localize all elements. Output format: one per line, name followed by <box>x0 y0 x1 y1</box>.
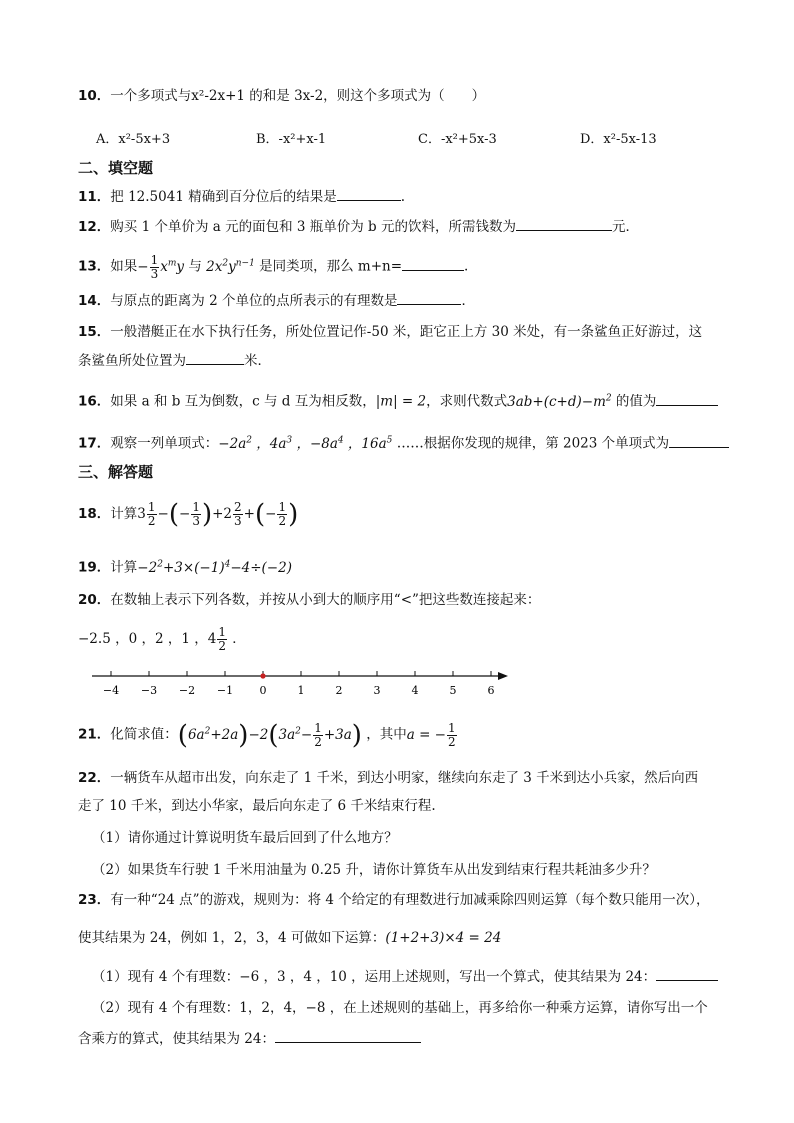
math-expression: $-2^2+3\times(-1)^4-4\div(-2)$ <box>137 559 292 576</box>
tick-label: 2 <box>335 684 343 697</box>
part-1-text: （1）现有 4 个有理数：−6 ，3 ，4 ，10 ，运用上述规则，写出一个算式，使其结果为 24： <box>92 969 657 985</box>
answer-blank[interactable] <box>397 290 461 305</box>
answer-blank[interactable] <box>656 966 718 981</box>
question-22-line-2: 走了 10 千米，到达小华家，最后向东走了 6 千米结束行程. <box>78 798 436 814</box>
answer-blank[interactable] <box>402 256 464 271</box>
question-text: 把 12.5041 精确到百分位后的结果是 <box>110 189 337 205</box>
question-23-part-1 <box>92 966 718 987</box>
question-text: 与原点的距离为 2 个单位的点所表示的有理数是 <box>110 293 398 309</box>
question-text: 一个多项式与x²-2x+1 的和是 3x-2，则这个多项式为（ ） <box>110 88 486 104</box>
answer-blank[interactable] <box>656 391 718 406</box>
math-expression: $(6a^2+2a)-2(3a^2-$ $\frac{1}{2}$ +3a) <box>177 720 362 750</box>
question-number: 14． <box>78 293 111 309</box>
part-2-text: 含乘方的算式，使其结果为 24： <box>78 1031 275 1047</box>
question-number: 10． <box>78 88 111 104</box>
question-text-2: ，求则代数式 <box>426 393 508 410</box>
axis-ticks <box>103 671 495 697</box>
question-number: 15． <box>78 324 111 340</box>
tick-label: 5 <box>449 684 457 697</box>
option-c: C．-x²+5x-3 <box>418 132 497 147</box>
question-number: 23． <box>78 892 111 908</box>
question-20 <box>78 590 540 610</box>
tick-label: 0 <box>259 684 267 697</box>
question-15 <box>78 322 702 342</box>
question-number: 19． <box>78 559 111 576</box>
axis-arrow <box>498 672 508 680</box>
question-number: 18． <box>78 506 111 522</box>
question-text: 一般潜艇正在水下执行任务，所处位置记作-50 米，距它正上方 30 米处，有一条鲨鱼正好游过，这 <box>110 324 703 340</box>
option-a: A．x²-5x+3 <box>96 132 171 147</box>
question-10 <box>78 86 485 106</box>
question-text: 购买 1 个单价为 a 元的面包和 3 瓶单价为 b 元的饮料，所需钱数为 <box>110 219 516 235</box>
question-text-2: ……根据你发现的规律，第 2023 个单项式为 <box>396 435 670 452</box>
question-number: 20． <box>78 592 111 608</box>
question-text-end: 元． <box>612 219 639 235</box>
question-text-2: ，其中 <box>366 726 407 743</box>
section-fill-blank: 二、填空题 <box>78 159 154 177</box>
question-number: 17． <box>78 435 111 452</box>
number-line <box>88 664 518 700</box>
question-16 <box>78 388 718 412</box>
question-text: 计算 <box>110 559 138 576</box>
question-text-2: 使其结果为 24，例如 1，2，3，4 可做如下运算： <box>78 930 386 946</box>
question-number: 21． <box>78 726 111 743</box>
answer-blank[interactable] <box>275 1028 421 1043</box>
question-number: 16． <box>78 393 111 410</box>
origin-dot <box>260 673 265 678</box>
question-text: 如果 <box>110 258 138 275</box>
question-22 <box>78 768 698 788</box>
question-12 <box>78 216 639 237</box>
question-21 <box>78 714 458 752</box>
fraction-half: $\frac{1}{2}$ <box>218 625 226 653</box>
math-expression: 3 $\frac{1}{2}$ −(− $\frac{1}{3}$ )+2 $\frac{2}{3}$ +(− $\frac{1}{2}$ ) <box>137 499 299 530</box>
tick-label: 3 <box>373 684 381 697</box>
question-text: 观察一列单项式： <box>110 435 219 452</box>
answer-blank[interactable] <box>186 350 244 365</box>
question-11 <box>78 186 405 207</box>
question-23-line-2 <box>78 928 501 948</box>
answer-blank[interactable] <box>337 186 401 201</box>
question-text-end: ． <box>461 293 475 309</box>
math-monomial-2: $2x^2y^{n-1}$ <box>206 258 255 275</box>
tick-label: −2 <box>178 684 196 697</box>
question-22-part-1: （1）请你通过计算说明货车最后回到了什么地方？ <box>92 830 398 846</box>
math-sequence: $-2a^2$ ，$4a^3$ ，$-8a^4$ ，$16a^5$ <box>218 435 393 452</box>
tick-label: −1 <box>216 684 234 697</box>
answer-blank[interactable] <box>669 433 729 448</box>
question-number: 11． <box>78 189 111 205</box>
tick-label: −3 <box>140 684 158 697</box>
math-abs-m: |m| = 2 <box>375 393 427 410</box>
math-condition: a = − $\frac{1}{2}$ <box>406 720 456 749</box>
question-text-3: 是同类项，那么 m+n= <box>259 258 403 275</box>
question-22-part-2: （2）如果货车行驶 1 千米用油量为 0.25 升，请你计算货车从出发到结束行程共耗油多少升？ <box>92 862 656 878</box>
question-23-part-2: （2）现有 4 个有理数：1，2，4，−8 ，在上述规则的基础上，再多给你一种乘方运算，请你写出一个 <box>92 1000 708 1016</box>
section-answer: 三、解答题 <box>78 463 154 481</box>
question-text-2: 条鲨鱼所处位置为 <box>78 353 186 369</box>
tick-label: 6 <box>487 684 495 697</box>
number-list: −2.5 ，0 ，2 ，1 ，4 <box>78 631 217 647</box>
question-text-end: 米． <box>244 353 271 369</box>
question-23-part-2-line-2 <box>78 1028 421 1049</box>
question-text: 有一种“24 点”的游戏，规则为：将 4 个给定的有理数进行加减乘除四则运算（每个数只能用一次）， <box>110 892 710 908</box>
math-monomial-1: − $\frac{1}{3}$ $x^my$ <box>137 252 185 281</box>
question-number: 22． <box>78 770 111 786</box>
question-text-end: . <box>400 189 406 205</box>
question-19 <box>78 554 292 578</box>
question-15-line-2 <box>78 350 271 371</box>
question-number: 13． <box>78 258 111 275</box>
question-13 <box>78 250 468 281</box>
tick-label: 4 <box>411 684 419 697</box>
tick-label: −4 <box>102 684 120 697</box>
tick-label: 1 <box>297 684 305 697</box>
option-d: D．x²-5x-13 <box>580 132 657 147</box>
question-17 <box>78 430 729 454</box>
question-text: 计算 <box>110 506 138 522</box>
option-b: B．-x²+x-1 <box>256 132 327 147</box>
question-23 <box>78 890 710 910</box>
question-text: 在数轴上表示下列各数，并按从小到大的顺序用“<”把这些数连接起来： <box>110 592 541 608</box>
question-text: 化简求值： <box>110 726 178 743</box>
math-expression: $3ab+(c+d)-m^2$ <box>507 393 612 410</box>
question-text: 一辆货车从超市出发，向东走了 1 千米，到达小明家，继续向东走了 3 千米到达小兵家，然后向西 <box>110 770 699 786</box>
question-text-2: 与 <box>188 258 202 275</box>
question-text: 如果 a 和 b 互为倒数，c 与 d 互为相反数， <box>110 393 376 410</box>
question-18 <box>78 498 298 530</box>
question-text-3: 的值为 <box>615 393 657 410</box>
math-example: (1+2+3)×4 = 24 <box>385 930 502 946</box>
question-text-end: . <box>464 258 469 275</box>
answer-blank[interactable] <box>516 216 612 231</box>
question-number: 12． <box>78 219 111 235</box>
question-20-numbers: −2.5 ，0 ，2 ，1 ，4 $\frac{1}{2}$ ． <box>78 625 246 653</box>
question-14 <box>78 290 475 311</box>
